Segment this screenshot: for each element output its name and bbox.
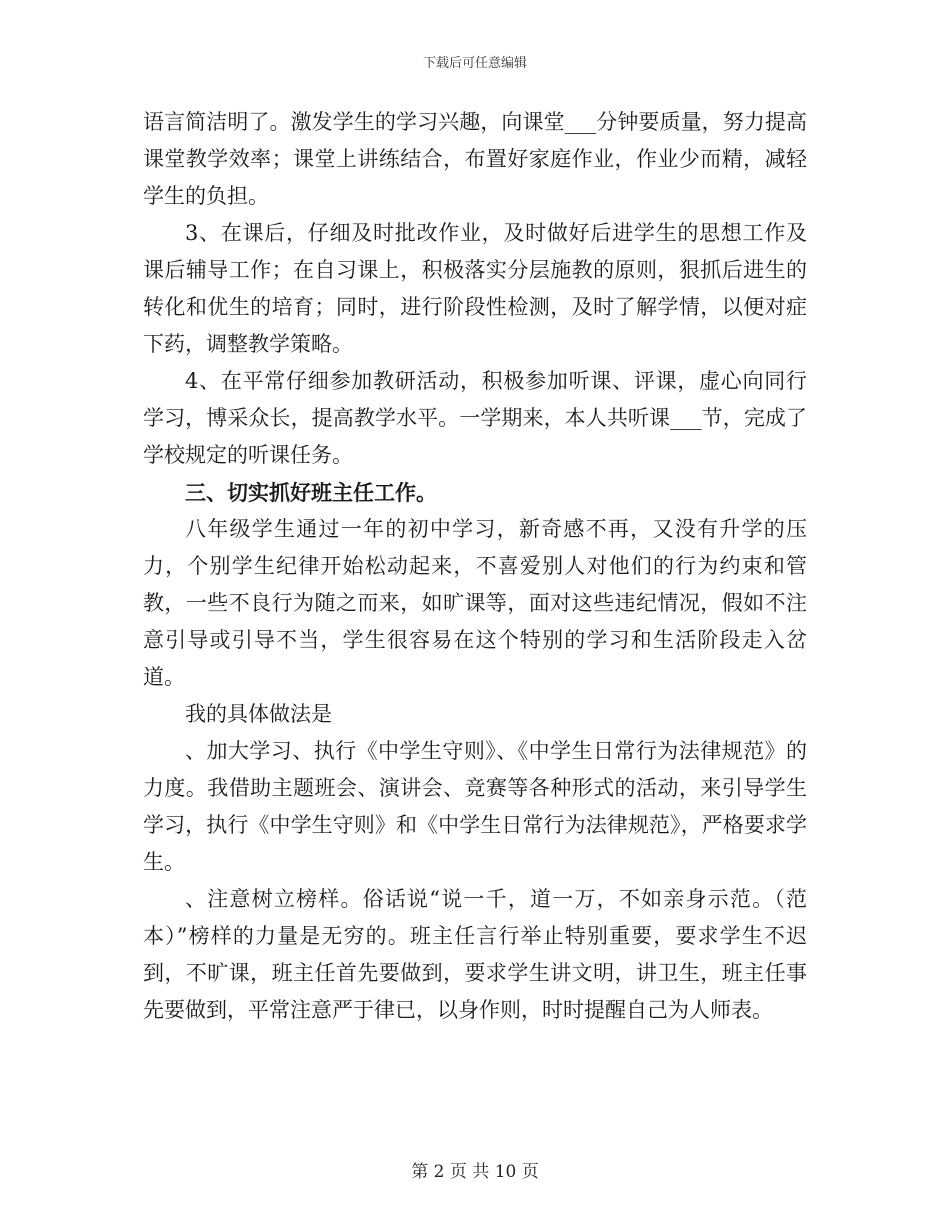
paragraph-item-4: 4、在平常仔细参加教研活动，积极参加听课、评课，虚心向同行学习，博采众长，提高教学水平。一学期来，本人共听课___节，完成了学校规定的听课任务。	[143, 369, 807, 467]
page-header: 下载后可任意编辑	[422, 56, 527, 71]
paragraph-method-intro: 我的具体做法是	[185, 702, 332, 726]
paragraph-continuation: 语言简洁明了。激发学生的学习兴趣，向课堂___分钟要质量，努力提高课堂教学效率；课堂上讲练结合，布置好家庭作业，作业少而精，减轻学生的负担。	[143, 110, 807, 208]
paragraph-intro: 八年级学生通过一年的初中学习，新奇感不再，又没有升学的压力，个别学生纪律开始松动起来，不喜爱别人对他们的行为约束和管教，一些不良行为随之而来，如旷课等，面对这些违纪情况，假如不注意引导或引导不当，学生很容易在这个特别的学习和生活阶段走入岔道。	[143, 517, 807, 689]
paragraph-method-2: 、注意树立榜样。俗话说“说一千，道一万，不如亲身示范。（范本）”榜样的力量是无穷的。班主任言行举止特别重要，要求学生不迟到，不旷课，班主任首先要做到，要求学生讲文明，讲卫生，班主任事先要做到，平常注意严于律已，以身作则，时时提醒自己为人师表。	[143, 887, 807, 1022]
page-number: 第 2 页 共 10 页	[411, 1162, 539, 1182]
document-body	[143, 104, 807, 1029]
paragraph-item-3: 3、在课后，仔细及时批改作业，及时做好后进学生的思想工作及课后辅导工作；在自习课上，积极落实分层施教的原则，狠抓后进生的转化和优生的培育；同时，进行阶段性检测，及时了解学情，以便对症下药，调整教学策略。	[143, 221, 807, 356]
paragraph-method-1: 、加大学习、执行《中学生守则》、《中学生日常行为法律规范》的力度。我借助主题班会、演讲会、竞赛等各种形式的活动，来引导学生学习，执行《中学生守则》和《中学生日常行为法律规范》，严格要求学生。	[143, 739, 807, 874]
section-heading: 三、切实抓好班主任工作。	[185, 480, 437, 505]
